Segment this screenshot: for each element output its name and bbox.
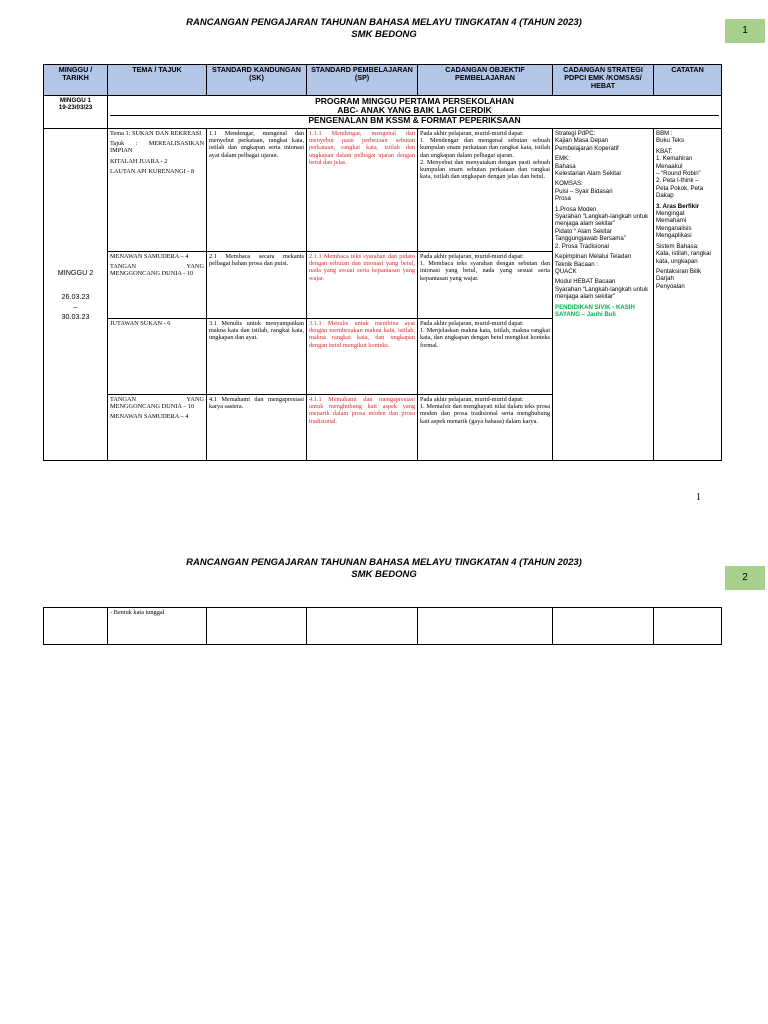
objektif-line: Pada akhir pelajaran, murid-murid dapat: (420, 130, 524, 137)
row-1-tema (108, 129, 207, 252)
p2-cell-sp (307, 608, 418, 645)
objektif-line: Pada akhir pelajaran, murid-murid dapat: (420, 320, 524, 327)
catatan-line: Mengaplikasi (656, 232, 692, 240)
catatan-line: BBM : (656, 130, 673, 137)
strategi-line: Kajian Masa Depan (555, 137, 609, 145)
strategi-line: Teknik Bacaan : (555, 260, 599, 268)
strategi-line: EMK: (555, 155, 570, 163)
page-1-title-line-2: SMK BEDONG (351, 29, 417, 40)
row-3-tema-line: JUTAWAN SUKAN - 6 (110, 320, 171, 327)
catatan-cell (654, 129, 722, 461)
p2-cell-minggu (44, 608, 108, 645)
objektif-line: Pada akhir pelajaran, murid-murid dapat: (420, 253, 524, 260)
p2-cell-tema: - Bentuk kata tunggal (108, 608, 207, 645)
strategi-sivik: PENDIDIKAN SIVIK - KASIH SAYANG – Jauhi Buli (555, 303, 635, 318)
week-1-label: MINGGU 1 (59, 97, 92, 104)
catatan-line: Penyoalan (656, 282, 685, 290)
program-line-2: ABC- ANAK YANG BAIK LAGI CERDIK (337, 105, 492, 115)
row-4-tema-line: TANGAN YANG MENGGONCANG DUNIA – 10 (110, 396, 204, 411)
header-minggu: MINGGU / TARIKH (44, 65, 108, 96)
strategi-line: Pembelajaran Koperatif (555, 144, 619, 152)
strategi-cell (553, 129, 654, 461)
strategi-line: KOMSAS: (555, 180, 583, 188)
row-4-tema-line: MENAWAN SAMUDERA – 4 (110, 413, 189, 421)
program-line-3: PENGENALAN BM KSSM & FORMAT PEPERIKSAAN (110, 115, 719, 125)
strategi-line: QUACK (555, 267, 577, 275)
page-1-badge: 1 (725, 19, 765, 43)
row-2-sk: 2.1 Membaca secara mekanis pelbagai bahan prosa dan puisi. (207, 252, 307, 319)
strategi-line: Strategi PdPC: (555, 130, 596, 137)
row-1-tema-line: Tema 1: SUKAN DAN REKREASI (110, 130, 202, 137)
header-tema: TEMA / TAJUK (108, 65, 207, 96)
catatan-line: Buku Teks (656, 137, 685, 145)
p2-cell-catatan (654, 608, 722, 645)
page-2-title-line-2: SMK BEDONG (351, 569, 417, 580)
strategi-line: Modul HEBAT Bacaan (555, 278, 616, 286)
catatan-line: – “Round Robin” (656, 170, 701, 178)
catatan-line: 3. Aras Berfikir (656, 202, 700, 210)
row-1-objektif (418, 129, 553, 252)
program-cell (108, 96, 722, 129)
row-1-tema-line: KITALAH JUARA - 2 (110, 157, 168, 165)
program-line-1: PROGRAM MINGGU PERTAMA PERSEKOLAHAN (315, 96, 514, 106)
catatan-line: Peta Pokok, Peta Dakap (656, 184, 704, 200)
row-3-sp: 3.1.1 Menulis untuk membina ayat dengan membezakan makna kata, istilah, makna rangkai kata, dan ungkapan dengan betul mengikut konteks. (307, 319, 418, 395)
row-2-tema-line: MENAWAN SAMUDERA – 4 (110, 253, 189, 260)
catatan-line: Menganalisis (656, 224, 692, 232)
catatan-line: 2. Peta I-think – (656, 177, 699, 185)
catatan-line: Mengingat (656, 210, 685, 218)
catatan-line: KBAT: (656, 147, 673, 155)
week-2-cell (44, 129, 108, 461)
catatan-line: Memahami (656, 217, 687, 225)
week-1-cell (44, 96, 108, 129)
row-3-tema (108, 319, 207, 395)
row-4-objektif (418, 395, 553, 461)
row-3-sk: 3.1 Menulis untuk menyampaikan makna kata dan istilah, rangkai kata, ungkapan dan ayat. (207, 319, 307, 395)
row-3-objektif (418, 319, 553, 395)
p2-cell-sk (207, 608, 307, 645)
p2-cell-strategi (553, 608, 654, 645)
strategi-line: Kepimpinan Melalui Teladan (555, 253, 632, 261)
header-sk: STANDARD KANDUNGAN (SK) (207, 65, 307, 96)
objektif-line: 1. Membaca teks syarahan dengan sebutan dan intonasi yang betul, nada yang sesuai serta kepantasan yang wajar. (420, 260, 550, 282)
row-4-tema (108, 395, 207, 461)
row-4-sp: 4.1.1 Memahami dan mengapresiasi untuk menghubung kait aspek yang menarik dalam prosa moden dan prosa tradisional. (307, 395, 418, 461)
week-2-date-end: 30.03.23 (61, 311, 90, 321)
objektif-line: 1. Menjelaskan makna kata, istilah, makna rangkai kata, dan ungkapan dengan betul mengikut konteks formal. (420, 327, 550, 349)
header-strategi: CADANGAN STRATEGI PDPCI EMK /KOMSAS/ HEBAT (553, 65, 654, 96)
catatan-line: Sistem Bahasa: (656, 242, 699, 250)
catatan-line: Pentaksiran Bilik Darjah (656, 267, 702, 283)
strategi-line: Bahasa (555, 162, 576, 170)
objektif-line: 1. Mentafsir dan menghayati nilai dalam teks prosa moden dan prosa tradisional serta menghubung kait aspek menarik (gaya bahasa) dalam karya. (420, 403, 550, 425)
objektif-line: 1. Mendengar dan mengenal sebutan sebuah kumpulan enam perkataan dan rangkai kata, istilah dan ungkapan dalam pelbagai ujaran. (420, 137, 550, 159)
strategi-line: Pidato “ Alam Sekitar Tanggungjawab Bersama” (555, 227, 626, 243)
week-2-date-start: 26.03.23 (61, 291, 90, 301)
row-2-tema (108, 252, 207, 319)
header-sp: STANDARD PEMBELAJARAN (SP) (307, 65, 418, 96)
page-2-title-line-1: RANCANGAN PENGAJARAN TAHUNAN BAHASA MELAYU TINGKATAN 4 (TAHUN 2023) (186, 557, 582, 568)
header-objektif: CADANGAN OBJEKTIF PEMBELAJARAN (418, 65, 553, 96)
page-1-title-line-1: RANCANGAN PENGAJARAN TAHUNAN BAHASA MELAYU TINGKATAN 4 (TAHUN 2023) (186, 17, 582, 28)
strategi-line: Prosa (555, 195, 571, 203)
row-1-tema-line: LAUTAN API KURENANGI - 8 (110, 167, 195, 175)
page-2-badge: 2 (725, 566, 765, 590)
yearly-plan-table-continued (43, 607, 722, 645)
objektif-line: 2. Menyebut dan menyatakan dengan pasti sebuah kumpulan enam sebutan perkataan dan rangkai kata, istilah dan ungkapan dengan jelas dan betul. (420, 158, 550, 181)
strategi-line: Puisi – Syair Bidasari (555, 187, 613, 195)
week-1-dates: 19-23/03/23 (58, 104, 93, 111)
row-1-sk: 1.1 Mendengar, mengenal dan menyebut perkataan, rangkai kata, istilah dan ungkapan serta intonasi ayat dalam pelbagai ujaran. (207, 129, 307, 252)
strategi-line: 1.Prosa Moden (555, 205, 597, 213)
page-1-number: 1 (696, 492, 701, 503)
objektif-line: Pada akhir pelajaran, murid-murid dapat: (420, 396, 524, 403)
header-catatan: CATATAN (654, 65, 722, 96)
row-1-sp: 1.1.1 Mendengar, mengenal dan menyebut pasti perbezaan sebutan perkataan, rangkai kata, istilah dan ungkapan dalam pelbagai ujaran dengan betul dan jelas. (307, 129, 418, 252)
p2-cell-objektif (418, 608, 553, 645)
week-2-label: MINGGU 2 (57, 267, 94, 277)
yearly-plan-table (43, 64, 722, 461)
strategi-line: Kelestarian Alam Sekitar (555, 170, 622, 178)
catatan-line: Menaakul (656, 162, 683, 170)
strategi-line: 2. Prosa Tradisional (555, 242, 609, 250)
row-2-objektif (418, 252, 553, 319)
week-2-dash: – (73, 301, 78, 311)
strategi-line: Syarahan “Langkah-langkah untuk menjaga alam sekitar” (555, 213, 649, 228)
row-2-tema-line: TANGAN YANG MENGGONCANG DUNIA - 10 (110, 263, 204, 278)
row-2-sp: 2.1.1 Membaca teks syarahan dan pidato dengan sebutan dan intonasi yang betul, nada yang sesuai serta kepantasan yang wajar. (307, 252, 418, 319)
row-1-tema-line: Tajuk : MEREALISASIKAN IMPIAN (110, 140, 204, 155)
strategi-line: Syarahan “Langkah-langkah untuk menjaga alam sekitar” (555, 285, 649, 301)
catatan-line: 1. Kemahiran (656, 155, 693, 163)
row-4-sk: 4.1 Memahami dan mengapresiasi karya sastera. (207, 395, 307, 461)
catatan-line: Kata, istilah, rangkai kata, ungkapan (656, 250, 711, 265)
